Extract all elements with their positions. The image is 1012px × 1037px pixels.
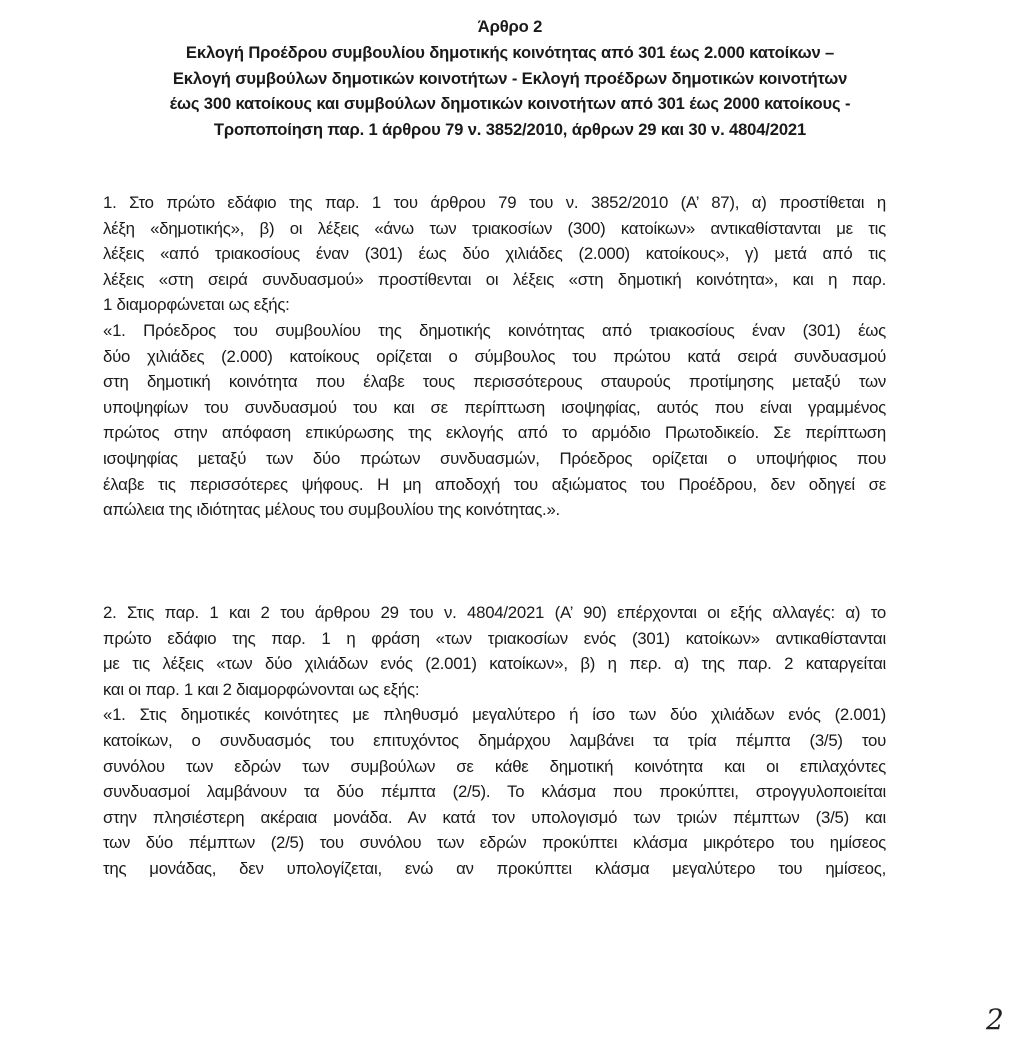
article-title-line: Τροποποίηση παρ. 1 άρθρου 79 ν. 3852/2010, άρθρων 29 και 30 ν. 4804/2021 bbox=[213, 120, 807, 140]
quoted-amendment-line: δύο χιλιάδες (2.000) κατοίκους ορίζεται ο σύμβουλος του πρώτου κατά σειρά συνδυασμού bbox=[103, 346, 886, 366]
quoted-amendment-line: «1. Πρόεδρος του συμβουλίου της δημοτικής κοινότητας από τριακοσίους έναν (301) έως bbox=[103, 320, 886, 340]
paragraph-line: λέξη «δημοτικής», β) οι λέξεις «άνω των τριακοσίων (300) κατοίκων» αντικαθίστανται με τις bbox=[103, 218, 886, 238]
quoted-amendment-line: έλαβε τις περισσότερες ψήφους. Η μη αποδοχή του αξιώματος του Προέδρου, δεν οδηγεί σε bbox=[103, 474, 886, 494]
quoted-amendment-line: στην πλησιέστερη ακέραια μονάδα. Αν κατά τον υπολογισμό των τριών πέμπτων (3/5) και bbox=[103, 807, 886, 827]
handwritten-page-number: 2 bbox=[986, 1003, 1004, 1036]
quoted-amendment-line: κατοίκων, ο συνδυασμός του επιτυχόντος δημάρχου λαμβάνει τα τρία πέμπτα (3/5) του bbox=[103, 730, 886, 750]
quoted-amendment-line: πρώτος στην απόφαση επικύρωσης της εκλογής από το αρμόδιο Πρωτοδικείο. Σε περίπτωση bbox=[103, 423, 886, 443]
quoted-amendment-line: απώλεια της ιδιότητας μέλους του συμβουλίου της κοινότητας.». bbox=[103, 500, 560, 520]
article-title-line: Εκλογή Προέδρου συμβουλίου δημοτικής κοινότητας από 301 έως 2.000 κατοίκων – bbox=[185, 42, 835, 62]
quoted-amendment-line: της μονάδας, δεν υπολογίζεται, ενώ αν προκύπτει κλάσμα μεγαλύτερο του ημίσεος, bbox=[103, 858, 886, 878]
paragraph-line: πρώτο εδάφιο της παρ. 1 η φράση «των τριακοσίων ενός (301) κατοίκων» αντικαθίστανται bbox=[103, 628, 886, 648]
article-heading: Άρθρο 2 bbox=[477, 17, 543, 36]
paragraph-1 bbox=[103, 190, 886, 523]
paragraph-line: και οι παρ. 1 και 2 διαμορφώνονται ως εξής: bbox=[103, 679, 420, 699]
quoted-amendment-line: ισοψηφίας μεταξύ των δύο πρώτων συνδυασμών, Πρόεδρος ορίζεται ο υποψήφιος που bbox=[103, 448, 886, 468]
quoted-amendment-line: υποψηφίων του συνδυασμού του και σε περίπτωση ισοψηφίας, αυτός που είναι γραμμένος bbox=[103, 397, 886, 417]
paragraph-line: λέξεις «από τριακοσίους έναν (301) έως δύο χιλιάδες (2.000) κατοίκους», γ) μετά από τις bbox=[103, 244, 886, 264]
paragraph-line: 1. Στο πρώτο εδάφιο της παρ. 1 του άρθρου 79 του ν. 3852/2010 (Α’ 87), α) προστίθεται η bbox=[103, 193, 886, 212]
quoted-amendment-line: των δύο πέμπτων (2/5) του συνόλου των εδρών προκύπτει κλάσμα μικρότερο του ημίσεος bbox=[103, 833, 886, 853]
paragraph-2 bbox=[103, 600, 886, 882]
article-title-line: Εκλογή συμβούλων δημοτικών κοινοτήτων - Εκλογή προέδρων δημοτικών κοινοτήτων bbox=[172, 68, 848, 88]
quoted-amendment-line: στη δημοτική κοινότητα που έλαβε τους περισσότερους σταυρούς προτίμησης μεταξύ των bbox=[103, 372, 886, 392]
paragraph-line: 1 διαμορφώνεται ως εξής: bbox=[103, 295, 290, 315]
quoted-amendment-line: συνόλου των εδρών των συμβούλων σε κάθε δημοτική κοινότητα και οι επιλαχόντες bbox=[103, 756, 886, 776]
quoted-amendment-line: «1. Στις δημοτικές κοινότητες με πληθυσμό μεγαλύτερο ή ίσο των δύο χιλιάδων ενός (2.001) bbox=[103, 705, 886, 725]
article-title-line: έως 300 κατοίκους και συμβούλων δημοτικών κοινοτήτων από 301 έως 2000 κατοίκους - bbox=[169, 94, 851, 114]
quoted-amendment-line: συνδυασμοί λαμβάνουν τα δύο πέμπτα (2/5). Το κλάσμα που προκύπτει, στρογγυλοποιείται bbox=[103, 782, 886, 802]
article-title-block bbox=[100, 14, 920, 143]
paragraph-line: με τις λέξεις «των δύο χιλιάδων ενός (2.001) κατοίκων», β) η περ. α) της παρ. 2 καταργείται bbox=[103, 654, 886, 674]
paragraph-line: 2. Στις παρ. 1 και 2 του άρθρου 29 του ν. 4804/2021 (Α’ 90) επέρχονται οι εξής αλλαγές: α) το bbox=[103, 603, 886, 622]
paragraph-line: λέξεις «στη σειρά συνδυασμού» προστίθενται οι λέξεις «στη δημοτική κοινότητα», και η παρ. bbox=[103, 269, 886, 289]
